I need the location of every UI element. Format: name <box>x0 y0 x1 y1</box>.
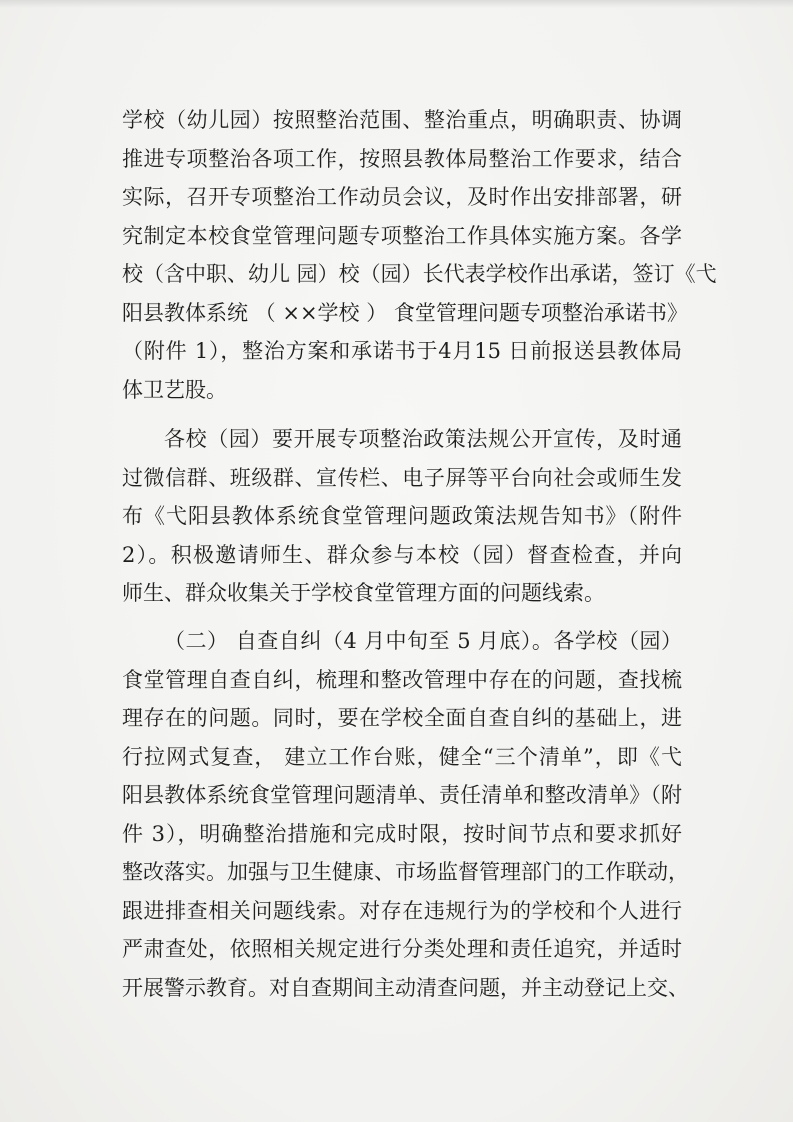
text-line: 2）。积极邀请师生、群众参与本校（园）督查检查，并向 <box>122 542 682 567</box>
text-line: 学校（幼儿园）按照整治范围、整治重点，明确职责、协调 <box>122 108 682 132</box>
text-line: 件 3），明确整治措施和完成时限，按时间节点和要求抓好 <box>122 821 682 846</box>
text-line: 体卫艺股。 <box>122 377 227 402</box>
text-line: 实际，召开专项整治工作动员会议，及时作出安排部署，研 <box>122 185 682 209</box>
text-line: 严肃查处，依照相关规定进行分类处理和责任追究，并适时 <box>122 937 682 961</box>
text-line: 师生、群众收集关于学校食堂管理方面的问题线索。 <box>122 581 605 605</box>
text-line: 阳县教体系统食堂管理问题清单、责任清单和整改清单》（附 <box>122 783 682 807</box>
text-line: 校（含中职、幼儿 园）校（园）长代表学校作出承诺，签订《弋 <box>122 262 717 286</box>
text-line: 推进专项整治各项工作，按照县教体局整治工作要求，结合 <box>122 146 682 171</box>
text-line: 食堂管理自查自纠，梳理和整改管理中存在的问题，查找梳 <box>122 667 682 692</box>
text-line: 过微信群、班级群、宣传栏、电子屏等平台向社会或师生发 <box>122 465 682 490</box>
text-line: （附件 1），整治方案和承诺书于4月15 日前报送县教体局 <box>122 339 682 363</box>
paragraph-3 <box>122 622 689 1007</box>
paragraph-1 <box>122 101 717 409</box>
scan-edge <box>0 0 793 8</box>
text-line: 开展警示教育。对自查期间主动清查问题，并主动登记上交、 <box>122 975 689 1000</box>
paragraph-2 <box>122 420 682 613</box>
text-line: 究制定本校食堂管理问题专项整治工作具体实施方案。各学 <box>122 223 682 248</box>
text-line: 行拉网式复查， 建立工作台账，健全“三个清单”，即《弋 <box>122 744 682 769</box>
text-line: （二） 自查自纠（4 月中旬至 5 月底）。各学校（园） <box>164 629 682 653</box>
text-line: 阳县教体系统 （ ××学校 ） 食堂管理问题专项整治承诺书》 <box>122 300 688 325</box>
text-line: 理存在的问题。同时，要在学校全面自查自纠的基础上，进 <box>122 706 682 730</box>
text-line: 各校（园）要开展专项整治政策法规公开宣传，及时通 <box>164 427 682 451</box>
text-line: 跟进排查相关问题线索。对存在违规行为的学校和个人进行 <box>122 898 682 923</box>
text-line: 布《弋阳县教体系统食堂管理问题政策法规告知书》（附件 <box>122 504 682 528</box>
text-line: 整改落实。加强与卫生健康、市场监督管理部门的工作联动， <box>122 860 689 884</box>
